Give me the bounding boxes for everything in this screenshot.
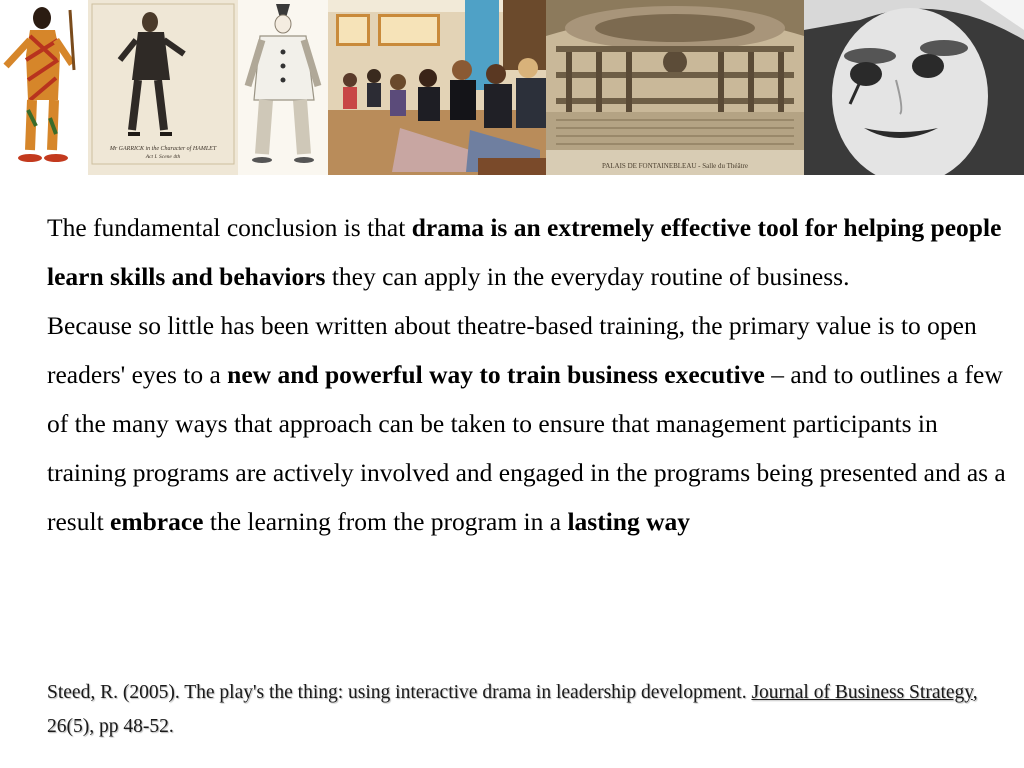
journal-link[interactable]: Journal of Business Strategy xyxy=(751,682,973,703)
paragraph-value xyxy=(47,301,1007,546)
bold-phrase: embrace xyxy=(110,507,204,536)
svg-text:PALAIS DE FONTAINEBLEAU - Sall: PALAIS DE FONTAINEBLEAU - Salle du Théâtre xyxy=(601,162,749,170)
text-run: the learning from the program in a xyxy=(203,507,568,536)
bold-phrase: new and powerful way to train business executive xyxy=(227,360,765,389)
bold-phrase: lasting way xyxy=(567,507,691,536)
palace-theatre-interior-image xyxy=(546,0,804,175)
citation-text: Steed, R. (2005). The play's the thing: using interactive drama in leadership development. xyxy=(47,682,752,703)
svg-text:Mr GARRICK in the Character of: Mr GARRICK in the Character of HAMLET xyxy=(109,146,217,152)
harlequin-figure-image xyxy=(0,0,88,175)
bold-phrase: drama is an extremely effective tool for helping people learn skills and behaviors xyxy=(47,213,1002,291)
workshop-group-photo-image xyxy=(328,0,546,175)
body-text xyxy=(47,203,1007,546)
text-run: – and to outlines a few of the many ways that approach can be taken to ensure that management participants in training programs are actively involved and engaged in the programs being presented and as a result xyxy=(47,360,1006,536)
svg-text:Act I. Scene 4th: Act I. Scene 4th xyxy=(145,154,181,160)
text-run: they can apply in the everyday routine of business. xyxy=(325,262,850,291)
image-banner xyxy=(0,0,1024,175)
garrick-hamlet-engraving-image xyxy=(88,0,238,175)
citation xyxy=(47,676,1007,744)
text-run: Because so little has been written about theatre-based training, the primary value is to open readers' eyes to a xyxy=(47,311,977,389)
image-strip xyxy=(0,0,1024,175)
paragraph-conclusion xyxy=(47,203,1007,301)
mime-face-portrait-image xyxy=(804,0,1024,175)
text-run: The fundamental conclusion is that xyxy=(47,213,412,242)
citation-suffix: , 26(5), pp 48-52. xyxy=(47,682,978,737)
pierrot-figure-image xyxy=(238,0,328,175)
